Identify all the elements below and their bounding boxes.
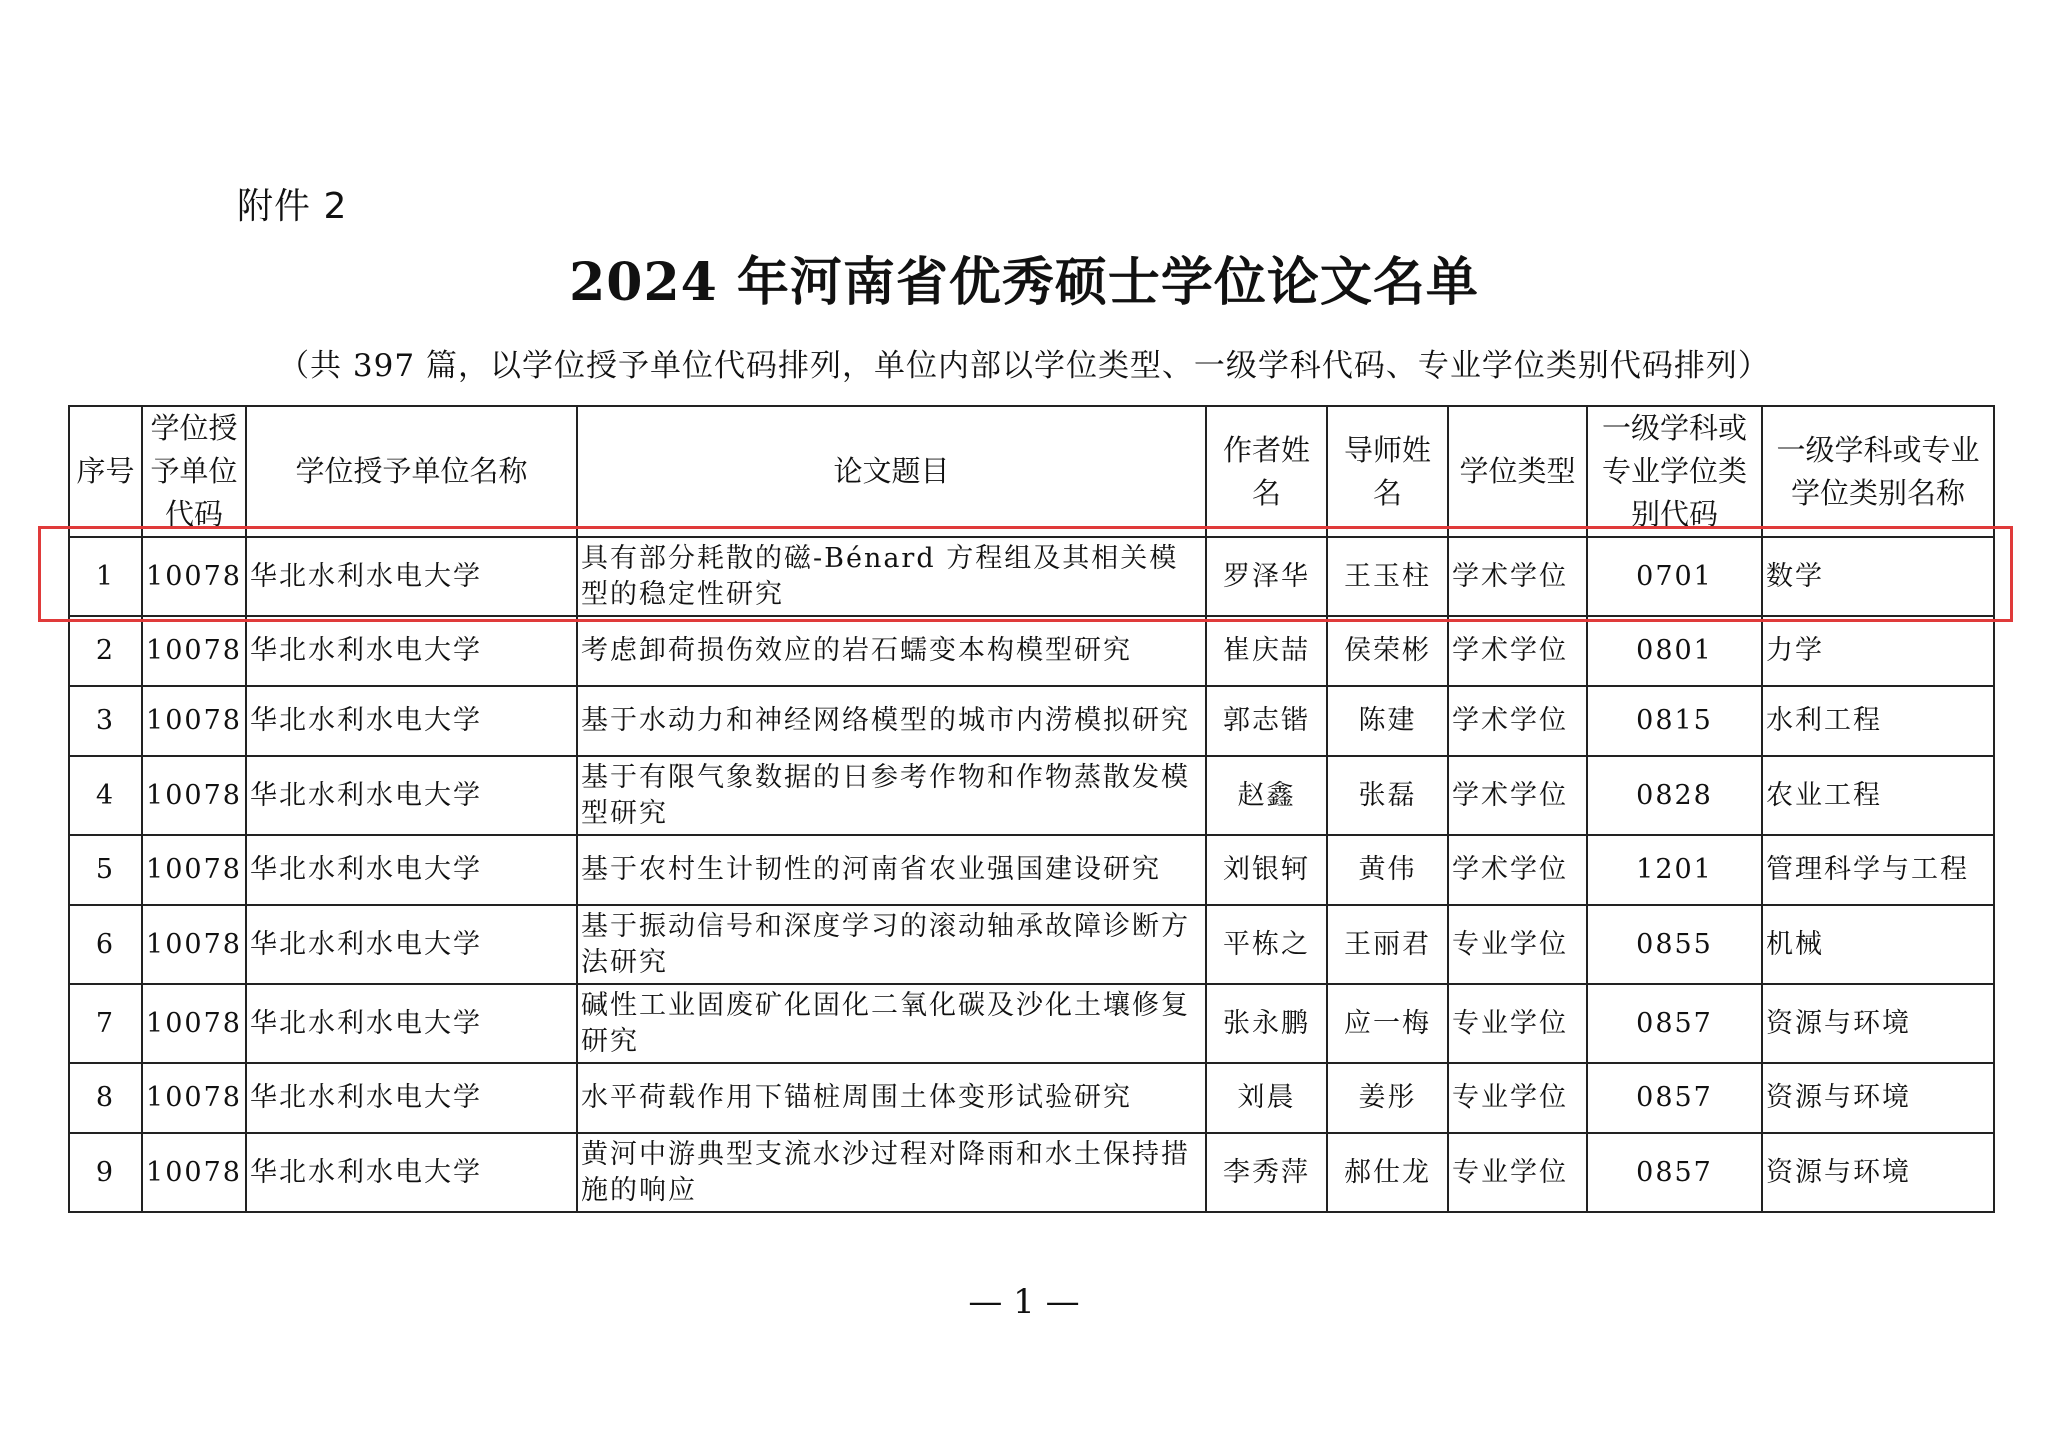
cell-thesis-title: 具有部分耗散的磁-Bénard 方程组及其相关模型的稳定性研究	[577, 537, 1206, 616]
cell-author: 崔庆喆	[1206, 616, 1327, 686]
table-header-row	[69, 406, 1994, 537]
table-row	[69, 1133, 1994, 1212]
cell-degree-type: 学术学位	[1448, 616, 1587, 686]
cell-unit-name: 华北水利水电大学	[246, 984, 577, 1063]
cell-discipline-name: 资源与环境	[1762, 984, 1994, 1063]
cell-unit-code: 10078	[142, 835, 246, 905]
cell-unit-code: 10078	[142, 756, 246, 835]
table-row	[69, 905, 1994, 984]
cell-discipline-name: 机械	[1762, 905, 1994, 984]
cell-author: 张永鹏	[1206, 984, 1327, 1063]
cell-degree-type: 学术学位	[1448, 686, 1587, 756]
cell-discipline-name: 资源与环境	[1762, 1133, 1994, 1212]
cell-degree-type: 专业学位	[1448, 905, 1587, 984]
cell-unit-name: 华北水利水电大学	[246, 686, 577, 756]
cell-unit-code: 10078	[142, 905, 246, 984]
col-header-unit-code: 学位授予单位代码	[142, 406, 246, 537]
cell-index: 4	[69, 756, 142, 835]
thesis-list-table	[68, 405, 1995, 1213]
document-subtitle: （共 397 篇，以学位授予单位代码排列，单位内部以学位类型、一级学科代码、专业学位类别代码排列）	[278, 348, 1770, 384]
table-body	[69, 537, 1994, 1212]
cell-index: 1	[69, 537, 142, 616]
col-header-advisor: 导师姓名	[1327, 406, 1448, 537]
cell-unit-code: 10078	[142, 537, 246, 616]
col-header-discipline-name: 一级学科或专业学位类别名称	[1762, 406, 1994, 537]
cell-thesis-title: 黄河中游典型支流水沙过程对降雨和水土保持措施的响应	[577, 1133, 1206, 1212]
cell-author: 李秀萍	[1206, 1133, 1327, 1212]
cell-unit-name: 华北水利水电大学	[246, 835, 577, 905]
cell-unit-name: 华北水利水电大学	[246, 1063, 577, 1133]
cell-unit-code: 10078	[142, 984, 246, 1063]
cell-author: 平栋之	[1206, 905, 1327, 984]
cell-index: 9	[69, 1133, 142, 1212]
table-row	[69, 686, 1994, 756]
cell-discipline-code: 0701	[1587, 537, 1762, 616]
cell-unit-code: 10078	[142, 686, 246, 756]
cell-discipline-name: 管理科学与工程	[1762, 835, 1994, 905]
cell-discipline-code: 0855	[1587, 905, 1762, 984]
cell-thesis-title: 基于有限气象数据的日参考作物和作物蒸散发模型研究	[577, 756, 1206, 835]
table-row	[69, 1063, 1994, 1133]
cell-thesis-title: 考虑卸荷损伤效应的岩石蠕变本构模型研究	[577, 616, 1206, 686]
cell-index: 5	[69, 835, 142, 905]
cell-degree-type: 学术学位	[1448, 756, 1587, 835]
cell-advisor: 姜彤	[1327, 1063, 1448, 1133]
cell-unit-name: 华北水利水电大学	[246, 616, 577, 686]
cell-advisor: 王玉柱	[1327, 537, 1448, 616]
cell-author: 赵鑫	[1206, 756, 1327, 835]
cell-advisor: 陈建	[1327, 686, 1448, 756]
col-header-discipline-code: 一级学科或专业学位类别代码	[1587, 406, 1762, 537]
cell-unit-name: 华北水利水电大学	[246, 1133, 577, 1212]
table-row	[69, 537, 1994, 616]
cell-unit-name: 华北水利水电大学	[246, 537, 577, 616]
col-header-degree-type: 学位类型	[1448, 406, 1587, 537]
table-row	[69, 756, 1994, 835]
cell-discipline-code: 0857	[1587, 984, 1762, 1063]
cell-discipline-code: 0815	[1587, 686, 1762, 756]
cell-unit-name: 华北水利水电大学	[246, 905, 577, 984]
cell-degree-type: 专业学位	[1448, 1133, 1587, 1212]
table-row	[69, 984, 1994, 1063]
cell-author: 刘银轲	[1206, 835, 1327, 905]
cell-discipline-name: 力学	[1762, 616, 1994, 686]
cell-index: 8	[69, 1063, 142, 1133]
cell-degree-type: 专业学位	[1448, 984, 1587, 1063]
document-title: 2024 年河南省优秀硕士学位论文名单	[569, 252, 1479, 313]
cell-author: 郭志锴	[1206, 686, 1327, 756]
cell-discipline-name: 资源与环境	[1762, 1063, 1994, 1133]
col-header-author: 作者姓名	[1206, 406, 1327, 537]
cell-advisor: 黄伟	[1327, 835, 1448, 905]
col-header-index: 序号	[69, 406, 142, 537]
cell-unit-code: 10078	[142, 1063, 246, 1133]
cell-discipline-code: 0857	[1587, 1063, 1762, 1133]
attachment-label: 附件 2	[237, 186, 348, 227]
cell-degree-type: 专业学位	[1448, 1063, 1587, 1133]
col-header-unit-name: 学位授予单位名称	[246, 406, 577, 537]
col-header-thesis-title: 论文题目	[577, 406, 1206, 537]
cell-discipline-code: 0857	[1587, 1133, 1762, 1212]
cell-advisor: 张磊	[1327, 756, 1448, 835]
cell-index: 2	[69, 616, 142, 686]
cell-degree-type: 学术学位	[1448, 835, 1587, 905]
cell-discipline-code: 1201	[1587, 835, 1762, 905]
cell-thesis-title: 碱性工业固废矿化固化二氧化碳及沙化土壤修复研究	[577, 984, 1206, 1063]
cell-advisor: 王丽君	[1327, 905, 1448, 984]
cell-advisor: 侯荣彬	[1327, 616, 1448, 686]
cell-index: 6	[69, 905, 142, 984]
cell-advisor: 应一梅	[1327, 984, 1448, 1063]
cell-unit-code: 10078	[142, 616, 246, 686]
cell-author: 罗泽华	[1206, 537, 1327, 616]
cell-unit-name: 华北水利水电大学	[246, 756, 577, 835]
cell-thesis-title: 基于振动信号和深度学习的滚动轴承故障诊断方法研究	[577, 905, 1206, 984]
cell-discipline-code: 0801	[1587, 616, 1762, 686]
cell-index: 3	[69, 686, 142, 756]
cell-discipline-name: 农业工程	[1762, 756, 1994, 835]
cell-thesis-title: 基于农村生计韧性的河南省农业强国建设研究	[577, 835, 1206, 905]
cell-advisor: 郝仕龙	[1327, 1133, 1448, 1212]
cell-index: 7	[69, 984, 142, 1063]
cell-discipline-name: 水利工程	[1762, 686, 1994, 756]
cell-thesis-title: 水平荷载作用下锚桩周围土体变形试验研究	[577, 1063, 1206, 1133]
cell-author: 刘晨	[1206, 1063, 1327, 1133]
cell-thesis-title: 基于水动力和神经网络模型的城市内涝模拟研究	[577, 686, 1206, 756]
cell-discipline-code: 0828	[1587, 756, 1762, 835]
cell-discipline-name: 数学	[1762, 537, 1994, 616]
cell-degree-type: 学术学位	[1448, 537, 1587, 616]
table-row	[69, 616, 1994, 686]
cell-unit-code: 10078	[142, 1133, 246, 1212]
table-row	[69, 835, 1994, 905]
page-number: — 1 —	[968, 1282, 1080, 1322]
